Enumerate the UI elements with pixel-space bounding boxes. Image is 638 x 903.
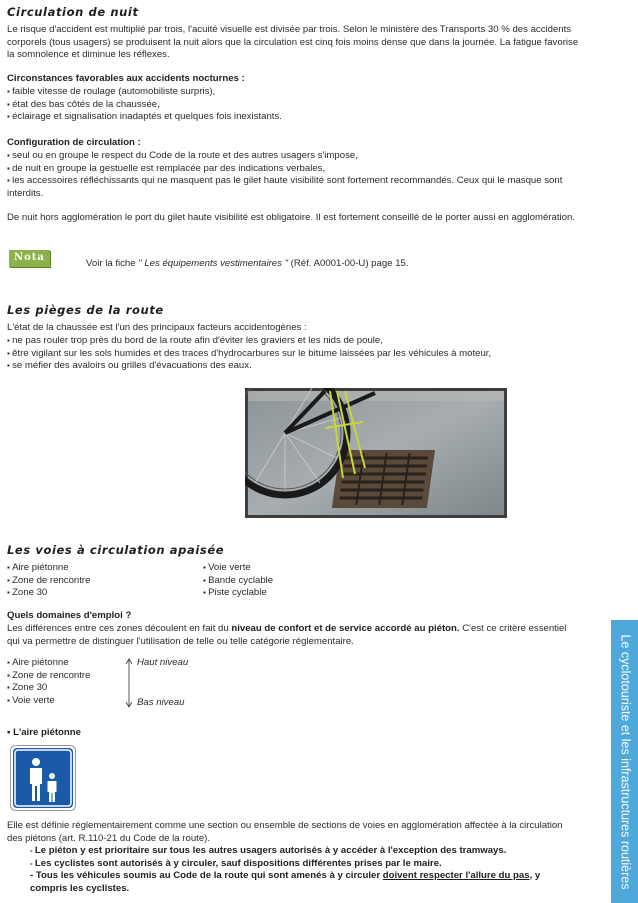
config-title: Configuration de circulation :	[7, 137, 141, 148]
list-item: ▪ les accessoires réfléchissants qui ne masquent pas le gilet haute visibilité sont fortement recommandés. Ceux qui le masque sont interdits.	[7, 175, 579, 200]
list-item: ▪ éclairage et signalisation inadaptés et quelques fois inexistants.	[7, 111, 579, 124]
section-title-calm-roads: Les voies à circulation apaisée	[7, 543, 225, 557]
calm-roads-col1	[7, 562, 197, 600]
chapter-side-tab	[611, 620, 638, 903]
high-level-label: Haut niveau	[137, 657, 189, 668]
aire-text: Elle est définie réglementairement comme une section ou ensemble de sections de voies en agglomération affectée à la circulation des piétons (art. R.110-21 du Code de la route).	[7, 820, 563, 844]
list-item: ▪ faible vitesse de roulage (automobiliste surpris),	[7, 86, 579, 99]
circ-list	[7, 86, 579, 124]
section-title-night: Circulation de nuit	[7, 5, 139, 19]
list-item: ▪ Zone de rencontre	[7, 575, 197, 588]
list-item: ▪ Voie verte	[203, 562, 393, 575]
pedestrian-zone-sign-icon	[10, 745, 76, 811]
domains-title: Quels domaines d'emploi ?	[7, 610, 132, 621]
list-item: ▪ Zone 30	[7, 587, 197, 600]
list-item: - Le piéton y est prioritaire sur tous les autres usagers autorisés à y accéder à l'exception des tramways.	[30, 845, 575, 858]
night-outro: De nuit hors agglomération le port du gilet haute visibilité est obligatoire. Il est fortement conseillé de le porter aussi en agglomération.	[7, 212, 575, 223]
list-item: ▪ Voie verte	[7, 695, 127, 708]
config-list	[7, 150, 579, 200]
list-item: ▪ Aire piétonne	[7, 657, 127, 670]
nota-text: Voir la fiche " Les équipements vestimentaires " (Réf. A0001-00-U) page 15.	[86, 258, 409, 269]
chapter-side-tab-label: Le cyclotouriste et les infrastructures routières	[617, 634, 632, 889]
list-item: ▪ Zone de rencontre	[7, 670, 127, 683]
traps-list	[7, 335, 579, 373]
section-title-traps: Les pièges de la route	[7, 303, 164, 317]
calm-roads-col2	[203, 562, 393, 600]
level-axis-arrow	[124, 657, 134, 709]
levels-list	[7, 657, 127, 707]
aire-title: ▪ L'aire piétonne	[7, 727, 81, 738]
nota-badge: Nota	[9, 250, 50, 267]
list-item: ▪ état des bas côtés de la chaussée,	[7, 99, 579, 112]
list-item: ▪ Aire piétonne	[7, 562, 197, 575]
drain-grate	[332, 450, 435, 508]
list-item: ▪ seul ou en groupe le respect du Code de la route et des autres usagers s'impose,	[7, 150, 579, 163]
domains-text: Les différences entre ces zones découlent en fait du niveau de confort et de service accordé au piéton. C'est ce critère essentiel qui va permettre de distinguer l'utilisation de telle ou telle catégorie réglementaire.	[7, 623, 567, 647]
night-intro: Le risque d'accident est multiplié par trois, l'acuité visuelle est divisée par trois. Selon le ministère des Transports 30 % des accidents corporels (tous usagers) se produisent la nuit alors que la circulation est cinq fois moins dense que dans la journée. La fatigue favorise la somnolence et diminue les réflexes.	[7, 24, 579, 61]
list-item: ▪ Bande cyclable	[203, 575, 393, 588]
list-item: ▪ être vigilant sur les sols humides et des traces d'hydrocarbures sur le bitume laissées par les véhicules à moteur,	[7, 348, 579, 361]
aire-rules	[30, 845, 575, 870]
list-item: ▪ ne pas rouler trop près du bord de la route afin d'éviter les graviers et les nids de poule,	[7, 335, 579, 348]
low-level-label: Bas niveau	[137, 697, 185, 708]
list-item: - Les cyclistes sont autorisés à y circuler, sauf dispositions différentes prises par le maire.	[30, 858, 575, 871]
circ-title: Circonstances favorables aux accidents nocturnes :	[7, 73, 245, 84]
bicycle-drain-photo	[245, 388, 507, 518]
list-item: ▪ se méfier des avaloirs ou grilles d'évacuations des eaux.	[7, 360, 579, 373]
list-item: ▪ Zone 30	[7, 682, 127, 695]
list-item: ▪ Piste cyclable	[203, 587, 393, 600]
rule-3: - Tous les véhicules soumis au Code de la route qui sont amenés à y circuler doivent respecter l'allure du pas, y compris les cyclistes.	[30, 870, 541, 894]
list-item: ▪ de nuit en groupe la gestuelle est remplacée par des indications verbales,	[7, 163, 579, 176]
traps-intro: L'état de la chaussée est l'un des principaux facteurs accidentogènes :	[7, 322, 307, 333]
